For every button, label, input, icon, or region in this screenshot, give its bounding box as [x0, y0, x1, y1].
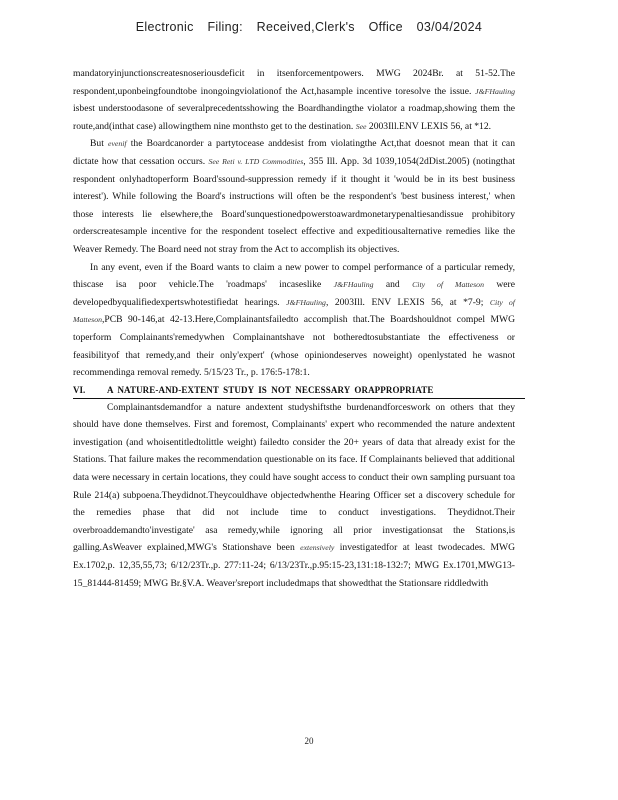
- paragraph-1: [73, 65, 515, 135]
- text-run: mandatoryinjunctionscreatesnoseriousdeficit in itsenforcementpowers. MWG 2024Br. at 51-52.The respondent,uponbeingfoundtobe inongoingviolationof the Act,hasample incentive toresolve the issue.: [73, 68, 515, 97]
- emphasis-even-if: evenif: [107, 139, 127, 149]
- case-citation: See Reti v. LTD Commodities: [208, 156, 304, 166]
- text-run: In any event, even if the Board wants to claim a new power to compel performance of a particular remedy, thiscase isa poor vehicle.The 'roadmaps' incaseslike: [73, 261, 515, 291]
- text-run: investigatedfor at least twodecades. MWG Ex.1702,p. 12,35,55,73; 6/12/23Tr.,p. 277:11-24; 6/13/23Tr.,p.95:15-23,131:18-132:7; MWG Ex.1701,MWG13-15_81444-81459; MWG Br.§V.A. Weaver'sreport includedmaps that showedthat the Stationsare riddledwith: [73, 542, 516, 589]
- emphasis-extensively: extensively: [300, 543, 335, 553]
- case-citation: J&FHauling: [333, 280, 374, 290]
- paragraph-2: [73, 135, 515, 258]
- case-citation: City of Matteson: [73, 297, 515, 325]
- signal-see: See: [355, 121, 367, 131]
- text-run: ,PCB 90-146,at 42-13.Here,Complainantsfailedto accomplish that.The Boardshouldnot compel MWG toperform Complainants'remedywhen Complainantshave not botheredtosubstantiate the effectiveness or feasibilityof that remedy,and their only'expert' (whose opiniondeserves noweight) openlystated he wasnot recommendinga removal remedy. 5/15/23 Tr., p. 176:5-178:1.: [73, 314, 515, 379]
- text-run: Complainantsdemandfor a nature andextent studyshiftsthe burdenandforceswork on others that they should have done themselves. First and foremost, Complainants' expert who recommended the nature andextent investigation (and whoisentitledtolittle weight) failedto consider the 20+ years of data that already exist for the Stations. That failure makes the recommendation questionable on its face. If Complainants believed that additional data were necessary in certain locations, they could have sought access to conduct their own sampling pursuant toa Rule 214(a) subpoena.Theydidnot.Theycouldhave objectedwhenthe Hearing Officer set a discovery schedule for the remedies phase that did not include time to conduct investigations. Theydidnot.Their overbroaddemandto'investigate' asa remedy,while ignoring all prior investigationsat the Stations,is galling.AsWeaver explained,MWG's Stationshave been: [73, 401, 515, 554]
- section-title: A NATURE-AND-EXTENT STUDY IS NOT NECESSARY ORAPPROPRIATE: [107, 384, 434, 395]
- text-run: were developedbyqualifiedexpertswhotestifiedat hearings.: [73, 279, 515, 308]
- text-run: and: [373, 279, 413, 291]
- text-run: the Boardcanorder a partytocease anddesist from violatingthe Act,that doesnot mean that it can dictate how that cessation occurs.: [73, 138, 515, 167]
- paragraph-4: [73, 399, 515, 593]
- paragraph-3: [73, 259, 515, 382]
- section-number: VI.: [73, 384, 86, 395]
- text-run: 2003Ill.ENV LEXIS 56, at *12.: [366, 120, 492, 132]
- text-run: But: [90, 138, 108, 150]
- text-run: , 355 Ill. App. 3d 1039,1054(2dDist.2005) (notingthat respondent onlyhadtoperform Board'ssound-suppression remedy if it thought it 'would be in its best business interest'). While following the Board's instructions will often be the respondent's 'best business interest,' when those interests lie elsewhere,the Board'sunquestionedpowerstoawardmonetarypenaltiesandissue prohibitory orderscreatesample incentive for the respondent toselect effective and expeditiousalternative remedies like the Weaver Remedy. The Board need not stray from the Act to accomplish its objectives.: [73, 155, 515, 255]
- case-citation: J&FHauling: [475, 86, 515, 96]
- case-citation: J&FHauling: [286, 297, 326, 307]
- section-heading: [73, 382, 525, 399]
- page-number: 20: [304, 736, 314, 746]
- document-body: [73, 65, 515, 592]
- text-run: , 2003Ill. ENV LEXIS 56, at *7-9;: [325, 296, 490, 308]
- text-run: isbest understoodasone of severalprecedentsshowing the Boardhandingthe violator a roadmap,showing them the route,and(inthat case) allowingthem nine monthsto get to the destination.: [73, 103, 515, 132]
- case-citation: City of Matteson: [412, 280, 484, 290]
- filing-header: Electronic Filing: Received,Clerk's Office 03/04/2024: [135, 20, 483, 34]
